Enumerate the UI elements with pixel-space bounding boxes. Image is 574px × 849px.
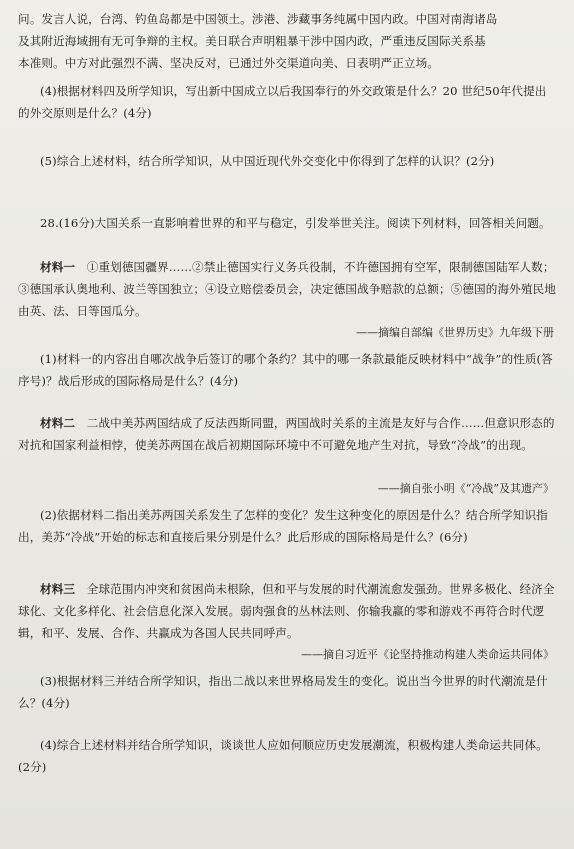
intro-continuation	[18, 8, 556, 74]
material-one-source: ——摘编自部编《世界历史》九年级下册	[356, 326, 554, 339]
material-three-label: 材料三	[40, 582, 87, 596]
q27-4-text: (4)根据材料四及所学知识，写出新中国成立以后我国奉行的外交政策是什么？20 世纪50年代提出的外交原则是什么？(4分)	[18, 84, 547, 120]
question-28-1	[18, 348, 556, 392]
material-one	[18, 256, 556, 322]
material-two	[18, 412, 556, 456]
question-28-header	[18, 212, 556, 234]
material-two-label: 材料二	[40, 416, 87, 430]
material-one-text: ①重划德国疆界……②禁止德国实行义务兵役制，不许德国拥有空军，限制德国陆军人数；③德国承认奥地利、波兰等国独立；④设立赔偿委员会，决定德国战争赔款的总额；⑤德国的海外殖民地由英、法、日等国瓜分。	[18, 260, 556, 318]
question-27-4	[18, 80, 556, 124]
intro-line-1: 问。发言人说，台湾、钓鱼岛都是中国领土。涉港、涉藏事务纯属中国内政。中国对南海诸岛	[18, 12, 498, 26]
question-28-2	[18, 504, 556, 548]
q28-2-text: (2)依据材料二指出美苏两国关系发生了怎样的变化？发生这种变化的原因是什么？结合所学知识指出，美苏“冷战”开始的标志和直接后果分别是什么？此后形成的国际格局是什么？(6分)	[18, 508, 548, 544]
question-28-3	[18, 670, 556, 714]
q28-4-text: (4)综合上述材料并结合所学知识，谈谈世人应如何顺应历史发展潮流，积极构建人类命运共同体。(2分)	[18, 738, 548, 774]
material-three-source: ——摘自习近平《论坚持推动构建人类命运共同体》	[301, 648, 554, 661]
question-27-5	[18, 150, 556, 172]
material-two-text: 二战中美苏两国结成了反法西斯同盟，两国战时关系的主流是友好与合作……但意识形态的对抗和国家利益相悖，使美苏两国在战后初期国际环境中不可避免地产生对抗，导致“冷战”的出现。	[18, 416, 555, 452]
q28-1-text: (1)材料一的内容出自哪次战争后签订的哪个条约？其中的哪一条款最能反映材料中“战争”的性质(答序号)？战后形成的国际格局是什么？(4分)	[18, 352, 553, 388]
material-three	[18, 578, 556, 644]
intro-line-3: 本准则。中方对此强烈不满、坚决反对，已通过外交渠道向美、日表明严正立场。	[18, 56, 439, 70]
intro-line-2: 及其附近海域拥有无可争辩的主权。美日联合声明粗暴干涉中国内政，严重违反国际关系基	[18, 34, 486, 48]
material-three-text: 全球范围内冲突和贫困尚未根除，但和平与发展的时代潮流愈发强劲。世界多极化、经济全球化、文化多样化、社会信息化深入发展。弱肉强食的丛林法则、你输我赢的零和游戏不再符合时代逻辑，和平、发展、合作、共赢成为各国人民共同呼声。	[18, 582, 555, 640]
q28-stem: 28.(16分)大国关系一直影响着世界的和平与稳定，引发举世关注。阅读下列材料，回答相关问题。	[40, 216, 551, 230]
q28-3-text: (3)根据材料三并结合所学知识，指出二战以来世界格局发生的变化。说出当今世界的时代潮流是什么？(4分)	[18, 674, 548, 710]
q27-5-text: (5)综合上述材料，结合所学知识，从中国近现代外交变化中你得到了怎样的认识？(2分)	[40, 154, 495, 168]
material-one-label: 材料一	[40, 260, 87, 274]
material-two-source: ——摘自张小明《“冷战”及其遗产》	[377, 482, 554, 495]
question-28-4	[18, 734, 556, 778]
